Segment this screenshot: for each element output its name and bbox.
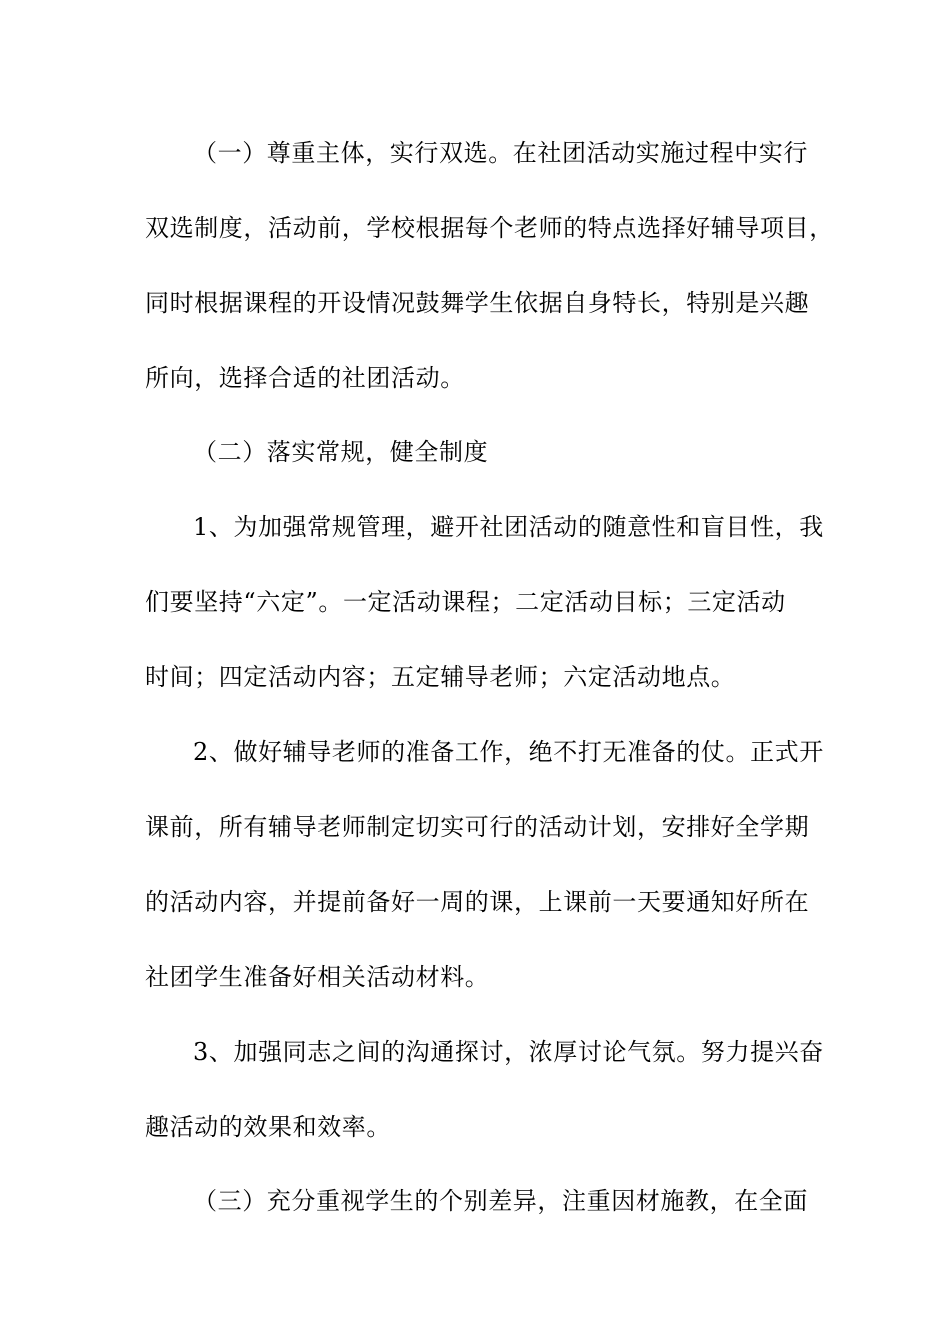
item-1-line-2: 们要坚持“六定”。一定活动课程；二定活动目标；三定活动	[145, 588, 786, 616]
item-2-line-4: 社团学生准备好相关活动材料。	[145, 963, 490, 991]
item-2-line-3: 的活动内容，并提前备好一周的课，上课前一天要通知好所在	[145, 888, 810, 916]
paragraph-1-line-2: 双选制度，活动前，学校根据每个老师的特点选择好辅导项目，	[145, 214, 834, 242]
section-heading-2: （二）落实常规，健全制度	[193, 438, 489, 466]
paragraph-1-line-1: （一）尊重主体，实行双选。在社团活动实施过程中实行	[193, 139, 808, 167]
item-1-line-1: 1、为加强常规管理，避开社团活动的随意性和盲目性，我	[193, 513, 824, 541]
item-2-line-1: 2、做好辅导老师的准备工作，绝不打无准备的仗。正式开	[193, 738, 824, 766]
paragraph-1-line-3: 同时根据课程的开设情况鼓舞学生依据自身特长，特别是兴趣	[145, 289, 810, 317]
paragraph-1-line-4: 所向，选择合适的社团活动。	[145, 364, 465, 392]
item-2-line-2: 课前，所有辅导老师制定切实可行的活动计划，安排好全学期	[145, 813, 810, 841]
item-3-line-2: 趣活动的效果和效率。	[145, 1113, 391, 1141]
item-3-line-1: 3、加强同志之间的沟通探讨，浓厚讨论气氛。努力提兴奋	[193, 1038, 824, 1066]
section-heading-3: （三）充分重视学生的个别差异，注重因材施教，在全面	[193, 1187, 808, 1215]
item-1-line-3: 时间；四定活动内容；五定辅导老师；六定活动地点。	[145, 663, 736, 691]
